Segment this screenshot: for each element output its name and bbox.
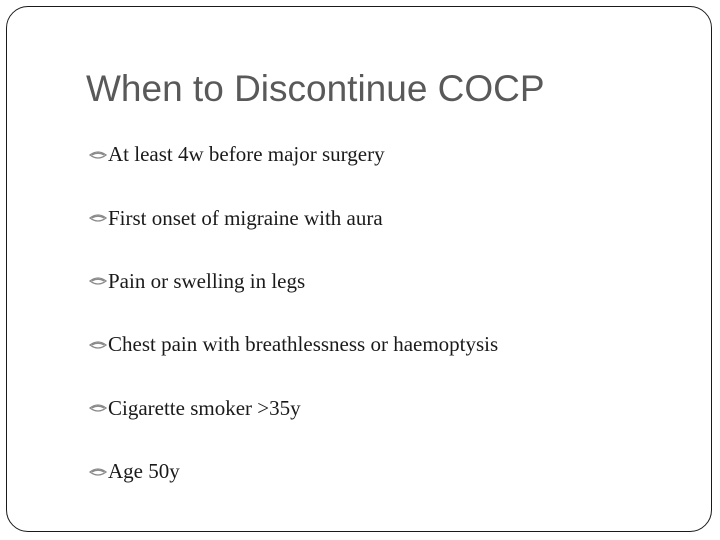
bullet-text: Age 50y (108, 459, 180, 484)
list-item (89, 313, 498, 376)
bullet-text: Pain or swelling in legs (108, 268, 306, 293)
bullet-list (89, 123, 498, 503)
bullet-arrow-icon (89, 338, 107, 352)
bullet-arrow-icon (89, 148, 107, 162)
list-item (89, 377, 498, 440)
bullet-arrow-icon (89, 211, 107, 225)
bullet-text: At least 4w before major surgery (108, 142, 385, 167)
bullet-arrow-icon (89, 401, 107, 415)
list-item (89, 186, 498, 249)
list-item (89, 123, 498, 186)
bullet-text: Cigarette smoker >35y (108, 395, 301, 420)
slide-title: When to Discontinue COCP (86, 68, 545, 109)
slide-frame (6, 6, 712, 532)
list-item (89, 440, 498, 503)
bullet-arrow-icon (89, 274, 107, 288)
list-item (89, 250, 498, 313)
bullet-text: First onset of migraine with aura (108, 205, 383, 230)
bullet-arrow-icon (89, 465, 107, 479)
bullet-text: Chest pain with breathlessness or haemoptysis (108, 332, 499, 357)
